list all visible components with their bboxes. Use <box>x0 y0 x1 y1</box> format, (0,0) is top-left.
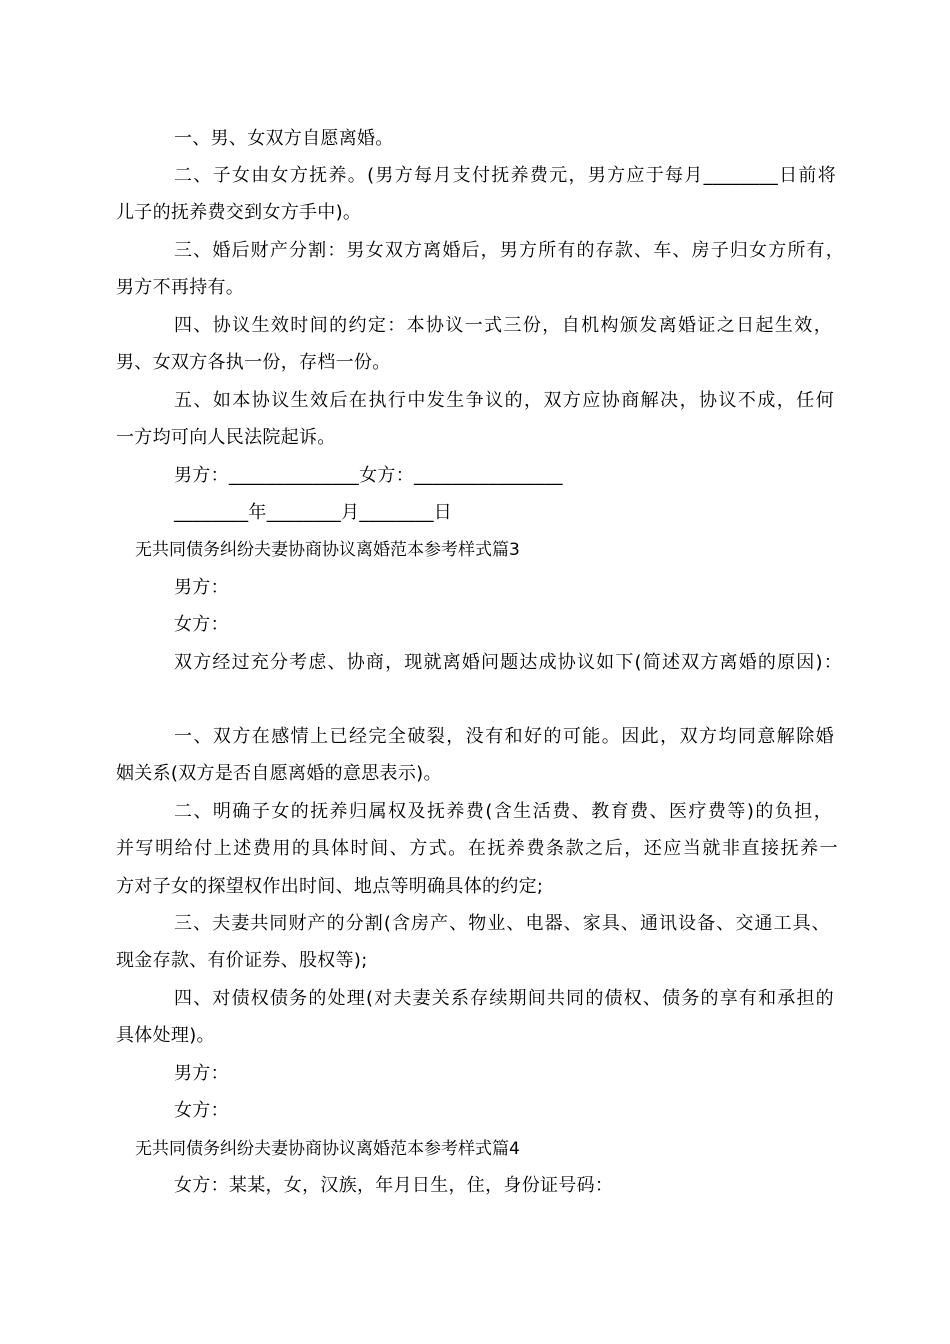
paragraph-line: 并写明给付上述费用的具体时间、方式。在抚养费条款之后，还应当就非直接抚养一 <box>116 838 838 859</box>
paragraph-line: 四、协议生效时间的约定：本协议一式三份，自机构颁发离婚证之日起生效， <box>174 315 832 336</box>
paragraph-line: 一、双方在感情上已经完全破裂，没有和好的可能。因此，双方均同意解除婚 <box>174 726 834 747</box>
paragraph-line: 现金存款、有价证券、股权等); <box>116 950 368 971</box>
paragraph-line: 男方不再持有。 <box>116 277 245 298</box>
paragraph-line: 男、女双方各执一份，存档一份。 <box>116 352 391 373</box>
paragraph-line: 姻关系(双方是否自愿离婚的意思表示)。 <box>116 763 442 784</box>
paragraph-line: 儿子的抚养费交到女方手中)。 <box>116 202 362 223</box>
paragraph-line: 二、明确子女的抚养归属权及抚养费(含生活费、教育费、医疗费等)的负担， <box>174 801 832 822</box>
paragraph-line: 双方经过充分考虑、协商，现就离婚问题达成协议如下(简述双方离婚的原因)： <box>174 652 842 673</box>
paragraph-line: 一、男、女双方自愿离婚。 <box>174 128 394 149</box>
section-heading: 无共同债务纠纷夫妻协商协议离婚范本参考样式篇4 <box>135 1139 520 1159</box>
party-label: 女方： <box>174 614 229 635</box>
paragraph-line: 四、对债权债务的处理(对夫妻关系存续期间共同的债权、债务的享有和承担的 <box>174 988 834 1009</box>
party-label: 女方： <box>174 1100 229 1121</box>
date-line: ________年________月________日 <box>174 502 453 523</box>
paragraph-line: 三、婚后财产分割：男女双方离婚后，男方所有的存款、车、房子归女方所有， <box>174 240 844 261</box>
paragraph-line: 一方均可向人民法院起诉。 <box>116 427 336 448</box>
paragraph-line: 二、子女由女方抚养。(男方每月支付抚养费元，男方应于每月________日前将 <box>174 165 836 186</box>
paragraph-line: 三、夫妻共同财产的分割(含房产、物业、电器、家具、通讯设备、交通工具、 <box>174 913 830 934</box>
party-label: 男方： <box>174 577 229 598</box>
paragraph-line: 方对子女的探望权作出时间、地点等明确具体的约定; <box>116 876 544 897</box>
paragraph-line: 五、如本协议生效后在执行中发生争议的，双方应协商解决，协议不成，任何 <box>174 390 834 411</box>
signature-line: 男方：______________女方：________________ <box>174 465 563 486</box>
section-heading: 无共同债务纠纷夫妻协商协议离婚范本参考样式篇3 <box>135 540 520 560</box>
paragraph-line: 具体处理)。 <box>116 1025 215 1046</box>
paragraph-line: 女方：某某，女，汉族，年月日生，住，身份证号码： <box>174 1175 614 1196</box>
party-label: 男方： <box>174 1063 229 1084</box>
